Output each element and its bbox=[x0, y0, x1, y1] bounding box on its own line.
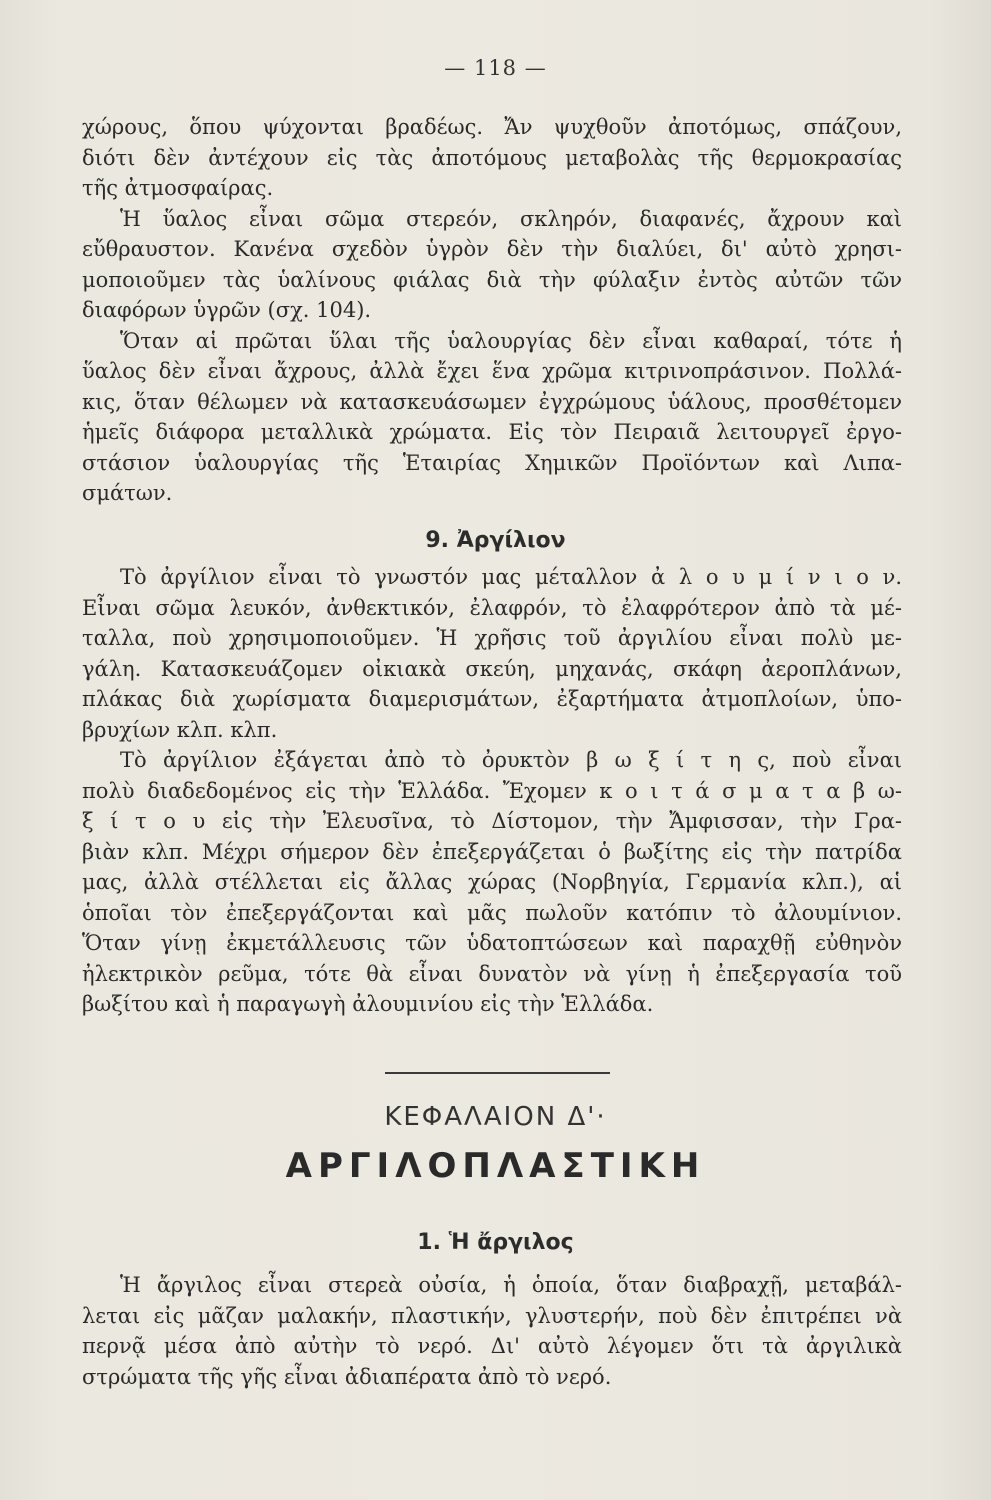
text-line: βιὰν κλπ. Μέχρι σήμερον δὲν ἐπεξεργάζεται ὁ βωξίτης εἰς τὴν πατρίδα bbox=[82, 839, 902, 864]
chapter-title: ΚΕΦΑΛΑΙΟΝ Δ'· bbox=[384, 1102, 607, 1132]
text-line: Ἡ ὕαλος εἶναι σῶμα στερεόν, σκληρόν, διαφανές, ἄχρουν καὶ bbox=[120, 206, 902, 231]
text-line: Ἡ ἄργιλος εἶναι στερεὰ οὐσία, ἡ ὁποία, ὅταν διαβραχῇ, μεταβάλ- bbox=[120, 1273, 902, 1297]
text-line: ἠλεκτρικὸν ρεῦμα, τότε θὰ εἶναι δυνατὸν νὰ γίνῃ ἡ ἐπεξεργασία τοῦ bbox=[82, 961, 902, 986]
text-block-aluminium bbox=[82, 562, 902, 1020]
text-line: ταλλα, ποὺ χρησιμοποιοῦμεν. Ἡ χρῆσις τοῦ ἀργιλίου εἶναι πολὺ με- bbox=[82, 626, 902, 650]
text-line: βωξίτου καὶ ἡ παραγωγὴ ἀλουμινίου εἰς τὴν Ἑλλάδα. bbox=[82, 992, 654, 1016]
text-line: ξ ί τ ο υ εἰς τὴν Ἐλευσῖνα, τὸ Δίστομον, τὴν Ἄμφισσαν, τὴν Γρα- bbox=[82, 809, 902, 833]
text-line: βρυχίων κλπ. κλπ. bbox=[82, 717, 278, 742]
text-line: στάσιον ὑαλουργίας τῆς Ἑταιρίας Χημικῶν Προϊόντων καὶ Λιπα- bbox=[82, 450, 902, 475]
text-block-clay bbox=[82, 1270, 902, 1392]
text-line: τῆς ἀτμοσφαίρας. bbox=[82, 176, 274, 200]
text-line: ὕαλος δὲν εἶναι ἄχρους, ἀλλὰ ἔχει ἕνα χρῶμα κιτρινοπράσινον. Πολλά- bbox=[82, 359, 902, 383]
text-line: μοποιοῦμεν τὰς ὑαλίνους φιάλας διὰ τὴν φύλαξιν ἐντὸς αὐτῶν τῶν bbox=[82, 267, 902, 292]
divider-rule bbox=[385, 1072, 610, 1074]
text-line: κις, ὅταν θέλωμεν νὰ κατασκευάσωμεν ἐγχρώμους ὑάλους, προσθέτομεν bbox=[82, 389, 902, 414]
text-line: Τὸ ἀργίλιον εἶναι τὸ γνωστόν μας μέταλλον ἀ λ ο υ μ ί ν ι ο ν. bbox=[120, 565, 902, 589]
page-number: — 118 — bbox=[444, 56, 547, 80]
section-heading-clay: 1. Ἡ ἄργιλος bbox=[417, 1230, 574, 1255]
text-line: πλάκας διὰ χωρίσματα διαμερισμάτων, ἐξαρτήματα ἀτμοπλοίων, ὑπο- bbox=[82, 687, 902, 711]
text-line: Εἶναι σῶμα λευκόν, ἀνθεκτικόν, ἐλαφρόν, τὸ ἐλαφρότερον ἀπὸ τὰ μέ- bbox=[82, 595, 902, 620]
text-line: ἡμεῖς διάφορα μεταλλικὰ χρώματα. Εἰς τὸν Πειραιᾶ λειτουργεῖ ἐργο- bbox=[82, 420, 902, 444]
text-block-glass bbox=[82, 112, 902, 509]
text-line: γάλη. Κατασκευάζομεν οἰκιακὰ σκεύη, μηχανάς, σκάφη ἀεροπλάνων, bbox=[82, 656, 902, 681]
text-line: σμάτων. bbox=[82, 481, 173, 505]
text-line: λεται εἰς μᾶζαν μαλακήν, πλαστικήν, γλυστερήν, ποὺ δὲν ἐπιτρέπει νὰ bbox=[82, 1303, 902, 1328]
text-line: χώρους, ὅπου ψύχονται βραδέως. Ἄν ψυχθοῦν ἀποτόμως, σπάζουν, bbox=[82, 115, 902, 139]
text-line: στρώματα τῆς γῆς εἶναι ἀδιαπέρατα ἀπὸ τὸ νερό. bbox=[82, 1364, 612, 1389]
text-line: εὔθραυστον. Κανένα σχεδὸν ὑγρὸν δὲν τὴν διαλύει, δι' αὐτὸ χρησι- bbox=[82, 237, 902, 261]
text-line: Ὅταν γίνῃ ἐκμετάλλευσις τῶν ὑδατοπτώσεων καὶ παραχθῇ εὐθηνὸν bbox=[82, 931, 902, 955]
text-line: διότι δὲν ἀντέχουν εἰς τὰς ἀποτόμους μεταβολὰς τῆς θερμοκρασίας bbox=[82, 145, 902, 170]
text-line: ὁποῖαι τὸν ἐπεξεργάζονται καὶ μᾶς πωλοῦν κατόπιν τὸ ἀλουμίνιον. bbox=[82, 900, 902, 925]
text-line: περνᾷ μέσα ἀπὸ αὐτὴν τὸ νερό. Δι' αὐτὸ λέγομεν ὅτι τὰ ἀργιλικὰ bbox=[82, 1334, 902, 1358]
text-line: πολὺ διαδεδομένος εἰς τὴν Ἑλλάδα. Ἔχομεν κ ο ι τ ά σ μ α τ α β ω- bbox=[82, 778, 902, 803]
chapter-subtitle: ΑΡΓΙΛΟΠΛΑΣΤΙΚΗ bbox=[285, 1146, 706, 1186]
text-line: μας, ἀλλὰ στέλλεται εἰς ἄλλας χώρας (Νορβηγία, Γερμανία κλπ.), αἱ bbox=[82, 870, 902, 894]
text-line: Τὸ ἀργίλιον ἐξάγεται ἀπὸ τὸ ὀρυκτὸν β ω ξ ί τ η ς, ποὺ εἶναι bbox=[120, 748, 902, 772]
section-heading-aluminium: 9. Ἀργίλιον bbox=[425, 528, 566, 553]
text-line: διαφόρων ὑγρῶν (σχ. 104). bbox=[82, 298, 372, 322]
text-line: Ὅταν αἱ πρῶται ὕλαι τῆς ὑαλουργίας δὲν εἶναι καθαραί, τότε ἡ bbox=[120, 328, 902, 353]
